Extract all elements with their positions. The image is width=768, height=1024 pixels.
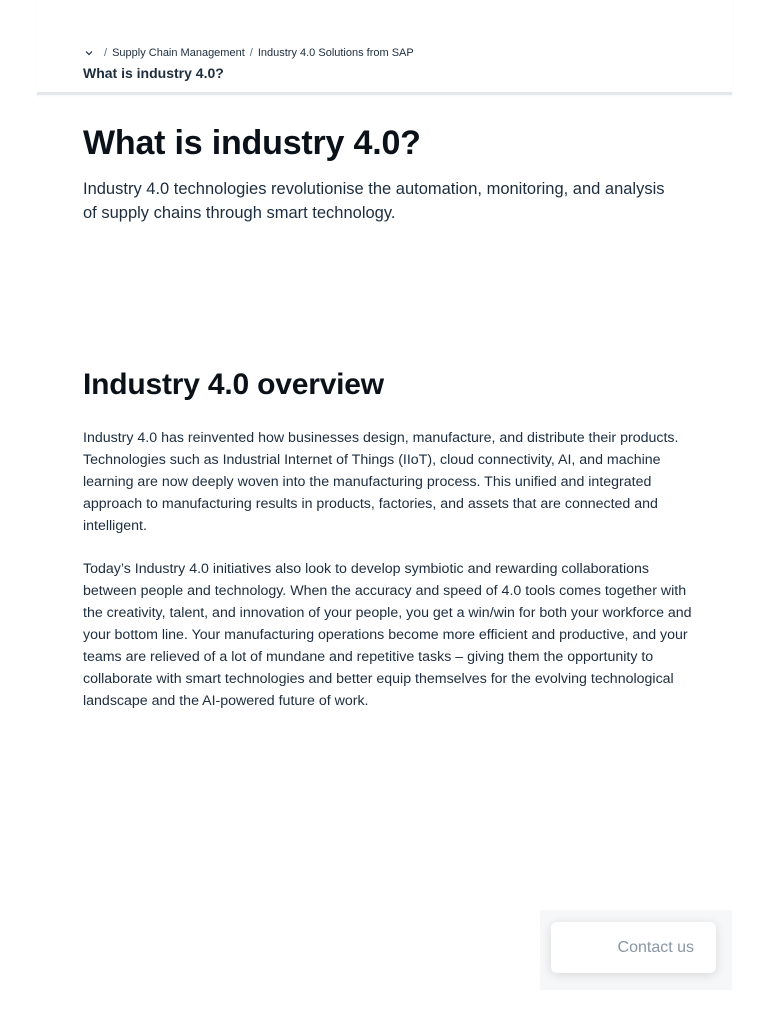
contact-us-button[interactable]: Contact us: [551, 922, 716, 973]
sticky-header: [37, 0, 732, 95]
breadcrumb-separator: /: [104, 47, 108, 59]
page-subtitle: Industry 4.0 technologies revolutionise the automation, monitoring, and analysis of supply chains through smart technology.: [83, 180, 665, 222]
breadcrumb-link-industry-4-solutions[interactable]: Industry 4.0 Solutions from SAP: [257, 47, 414, 59]
chevron-down-icon[interactable]: [83, 47, 95, 59]
breadcrumb: [83, 47, 414, 59]
section-title-overview: Industry 4.0 overview: [83, 368, 384, 401]
header-page-title: What is industry 4.0?: [83, 65, 224, 81]
breadcrumb-separator: /: [249, 47, 253, 59]
page-title: What is industry 4.0?: [83, 124, 421, 162]
overview-paragraph: Today’s Industry 4.0 initiatives also look to develop symbiotic and rewarding collaborations between people and technology. When the accuracy and speed of 4.0 tools comes together with the creativity, talent, and innovation of your people, you get a win/win for both your workforce and your bottom line. Your manufacturing operations become more efficient and productive, and your teams are relieved of a lot of mundane and repetitive tasks – giving them the opportunity to collaborate with smart technologies and better equip themselves for the evolving technological landscape and the AI-powered future of work.: [83, 561, 692, 709]
overview-paragraph: Industry 4.0 has reinvented how businesses design, manufacture, and distribute their products. Technologies such as Industrial Internet of Things (IIoT), cloud connectivity, AI, and machine learning are now deeply woven into the manufacturing process. This unified and integrated approach to manufacturing results in products, factories, and assets that are connected and intelligent.: [83, 430, 679, 534]
breadcrumb-link-supply-chain-management[interactable]: Supply Chain Management: [112, 47, 245, 59]
